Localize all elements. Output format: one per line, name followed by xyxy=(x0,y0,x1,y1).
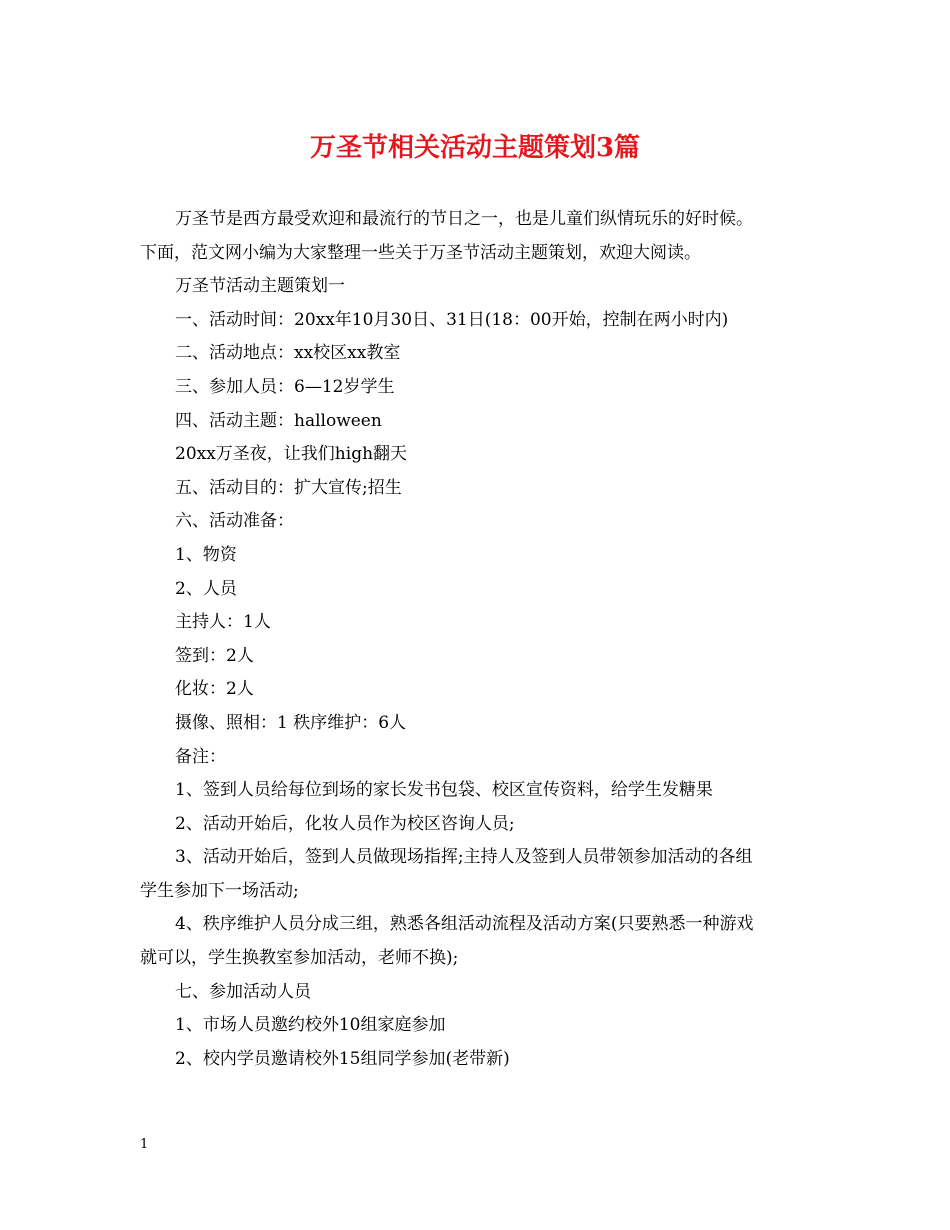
theme-slogan: 20xx万圣夜，让我们high翻天 xyxy=(175,444,408,465)
participants-item-1: 1、市场人员邀约校外10组家庭参加 xyxy=(175,1015,446,1036)
activity-theme: 四、活动主题：halloween xyxy=(175,410,382,431)
document-title: 万圣节相关活动主题策划3篇 xyxy=(309,133,641,163)
intro-line-2: 下面，范文网小编为大家整理一些关于万圣节活动主题策划，欢迎大阅读。 xyxy=(140,242,701,263)
activity-purpose: 五、活动目的：扩大宣传;招生 xyxy=(175,477,402,498)
staff-checkin: 签到：2人 xyxy=(175,645,254,666)
note-3-line-2: 学生参加下一场活动; xyxy=(140,880,299,901)
participants: 三、参加人员：6—12岁学生 xyxy=(175,376,395,397)
document-body xyxy=(140,203,820,1076)
participants-item-2: 2、校内学员邀请校外15组同学参加(老带新) xyxy=(175,1048,510,1069)
page-number: 1 xyxy=(140,1137,149,1152)
note-2: 2、活动开始后，化妆人员作为校区咨询人员; xyxy=(175,813,515,834)
prep-materials: 1、物资 xyxy=(175,544,237,565)
note-4-line-2: 就可以，学生换教室参加活动，老师不换); xyxy=(140,948,459,969)
activity-location: 二、活动地点：xx校区xx教室 xyxy=(175,343,401,364)
note-4-line-1: 4、秩序维护人员分成三组，熟悉各组活动流程及活动方案(只要熟悉一种游戏 xyxy=(175,914,754,935)
activity-time: 一、活动时间：20xx年10月30日、31日(18：00开始，控制在两小时内) xyxy=(175,309,729,330)
staff-host: 主持人：1人 xyxy=(175,612,271,633)
note-3-line-1: 3、活动开始后，签到人员做现场指挥;主持人及签到人员带领参加活动的各组 xyxy=(175,847,753,868)
section-heading: 万圣节活动主题策划一 xyxy=(175,276,345,297)
staff-makeup: 化妆：2人 xyxy=(175,679,254,700)
note-1: 1、签到人员给每位到场的家长发书包袋、校区宣传资料，给学生发糖果 xyxy=(175,780,713,801)
prep-staff: 2、人员 xyxy=(175,578,237,599)
notes-heading: 备注： xyxy=(175,746,226,767)
intro-line-1: 万圣节是西方最受欢迎和最流行的节日之一，也是儿童们纵情玩乐的好时候。 xyxy=(175,209,753,229)
participants-heading: 七、参加活动人员 xyxy=(175,981,311,1002)
activity-preparation: 六、活动准备： xyxy=(175,511,294,532)
staff-photo-order: 摄像、照相：1 秩序维护：6人 xyxy=(175,712,407,733)
